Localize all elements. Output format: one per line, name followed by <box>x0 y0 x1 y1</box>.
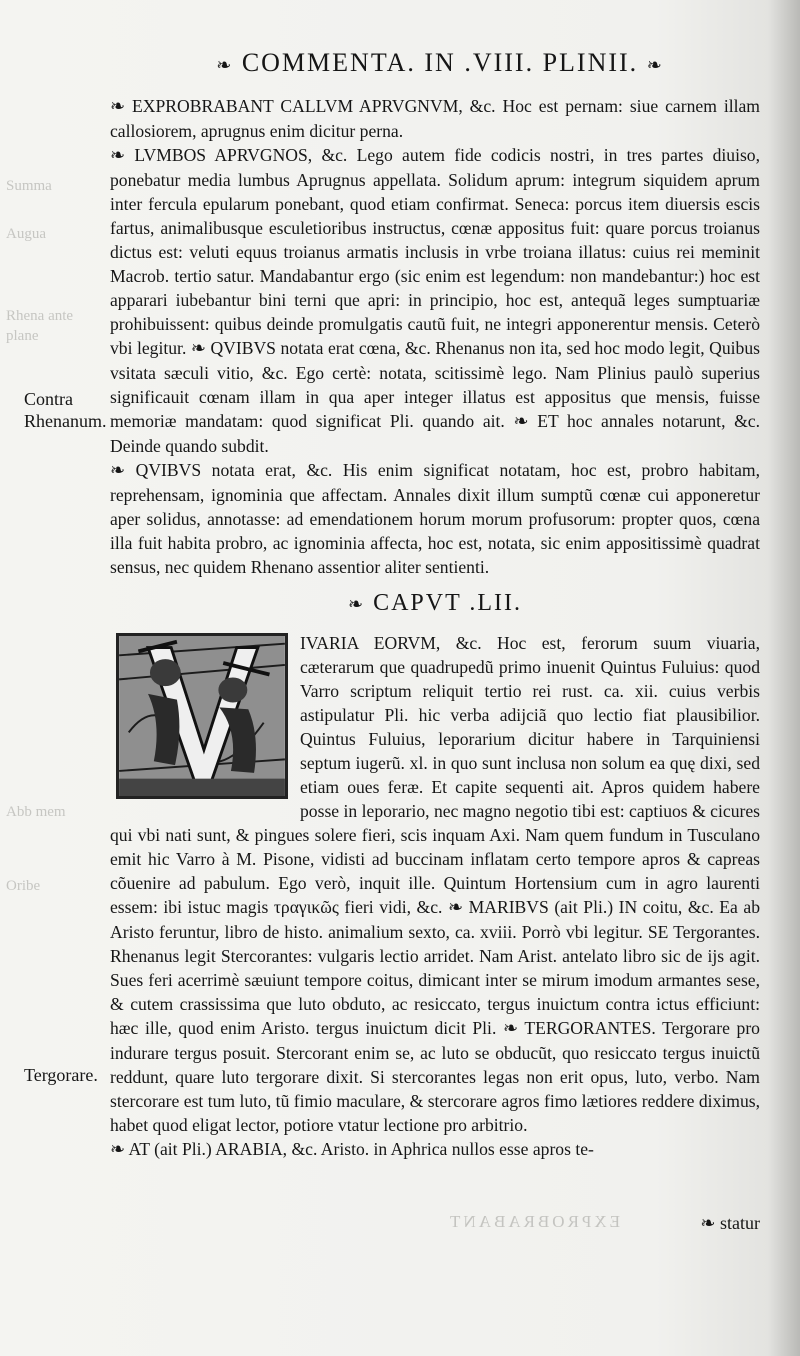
bleed-through-text: Summa <box>6 178 52 194</box>
bleed-through-text: Augua <box>6 226 46 242</box>
margin-note-tergorare: Tergorare. <box>24 1065 98 1085</box>
fleuron-icon: ❧ <box>110 460 126 481</box>
paragraph <box>110 1137 760 1162</box>
bleed-through-text: Abb mem <box>6 804 66 820</box>
woodcut-initial-v <box>116 633 288 799</box>
paragraph-text: MARIBVS (ait Pli.) IN coitu, &c. Ea ab Aristo feruntur, libro de histo. animalium sexto, ca. xviii. Porrò vbi legitur. SE Tergorantes. Rhenanus legit Stercorantes: vulgaris lectio arridet. Nam Arist. antelato libro sic de ijs agit. Sues feri acerrimè sæuiunt tempore coitus, dimicant inter se mirum imodum armantes sese, & cutem crassissima que luto obduto, ac resiccato, tergus inuictum contra ictus efficiunt: hæc ille, quod enim Aristo. tergus inuictum dicit Pli. <box>110 897 760 1038</box>
paragraph-text: ET hoc annales notarunt, &c. Deinde quando subdit. <box>110 411 760 456</box>
fleuron-icon: ❧ <box>502 1018 519 1039</box>
fleuron-icon: ❧ <box>646 55 664 76</box>
fleuron-icon: ❧ <box>110 145 126 166</box>
paragraph-text: QVIBVS notata erat cœna, &c. Rhenanus non ita, sed hoc modo legit, Quibus vsitata sæculi vitio, &c. Ego certè: notata, scitissimè lego. Nam Plinius paulò superius significauit cœnam illam in qua aper integer illatus est appositus que mensis, fuisse memoriæ mandatam: quod significat Pli. quando ait. <box>110 338 761 431</box>
paragraph-text: TERGORANTES. Tergorare pro indurare tergus posuit. Stercorant enim se, ac luto se obducũt, quo resiccato tergus inuictũ reddunt, quare luto tergorare dixit. Si stercorantes legas non erit opus, luto, verbo. Nam stercorare est tum luto, tũ fimio maculare, & stercorare agros fimo lætiores reddere diximus, habet quod eligat lector, potiore vtatur lectione pro arbitrio. <box>110 1018 760 1135</box>
paragraph-text: AT (ait Pli.) ARABIA, &c. Aristo. in Aphrica nullos esse apros te- <box>128 1139 594 1159</box>
fleuron-icon: ❧ <box>447 897 464 918</box>
chapter-title: CAPVT .LII. <box>373 590 522 616</box>
bleed-through-text: EXPROBRABANT <box>447 1212 620 1231</box>
paragraph <box>110 143 760 458</box>
fleuron-icon: ❧ <box>110 1139 126 1160</box>
paragraph-text: EXPROBRABANT CALLVM APRVGNVM, &c. Hoc est pernam: siue carnem illam callosiorem, aprugnus enim dicitur perna. <box>110 96 760 141</box>
catchword <box>640 1213 760 1234</box>
fleuron-icon: ❧ <box>216 55 234 76</box>
main-text <box>110 94 760 1162</box>
fleuron-icon: ❧ <box>190 338 206 359</box>
chapter-heading <box>110 591 760 617</box>
paragraph <box>110 458 760 579</box>
page-title: COMMENTA. IN .VIII. PLINII. <box>241 48 639 77</box>
running-header <box>140 48 740 78</box>
paragraph <box>110 94 760 143</box>
catchword-text: statur <box>720 1213 760 1233</box>
woodcut-illustration <box>119 636 285 796</box>
paragraph-text: IVARIA EORVM, &c. Hoc est, ferorum suum viuaria, cæterarum que quadrupedũ primo inuenit Quintus Fuluius: quod Varro scriptum reliquit tertio rei rust. ca. xii. cuius verbis astipulatur Pli. hic verba adijciã quo lectio fiat plausibilior. Quintus Fuluius, leporarium dicitur habere in Tarquiniensi septum iugerũ. xl. in quo sunt inclusa non solum ea quę dixi, sed etiam oues feræ. Et capite sequenti ait. Apros quidem habere posse in leporario, nec magno negotio tibi est: captiuos & cicures qui vbi nati sunt, & pingues solere fieri, scis inquam Axi. Nam quem fundum in Tusculano emit hic Varro à M. Pisone, vidisti ad buccinam inflatam certo tempore apros & capreas cõuenire ad pabulum. Ego verò, inquit ille. Quintum Hortensium cum in agro laurenti essem: ibi istuc magis τραγικῶς fieri vidi, &c. <box>110 633 760 917</box>
fleuron-icon: ❧ <box>700 1213 716 1234</box>
fleuron-icon: ❧ <box>110 96 126 117</box>
bleed-through-text: Oribe <box>6 878 41 894</box>
fleuron-icon: ❧ <box>513 411 529 432</box>
paragraph-text: LVMBOS APRVGNOS, &c. Lego autem fide codicis nostri, in tres partes diuiso, ponebatur media lumbus Aprugnus appellata. Solidum aprum: integrum siquidem aprum inter fercula epularum ponebant, quod etiam confirmat. Seneca: porcus item diuersis escis fartus, animalibusque esculetioribus instructus, cœnæ appositus fuit: quare porcus troianus dictus est: veluti equus troianus armatis inclusis in vrbe troiana illatus: cuius rei meminit Macrob. tertio satur. Mandabantur ergo (sic enim est legendum: non mandebantur:) hoc est apparari iubebantur bini terni que apri: in principio, hoc est, antequã leges sumptuariæ prohibuissent: quibus deinde promulgatis cautũ fuit, ne integri apponerentur mensis. Ceterò vbi legitur. <box>110 145 760 358</box>
bleed-through-text: Rhena ante plane <box>6 308 74 344</box>
margin-note-contra-rhenanum: Contra Rhenanum. <box>24 389 107 431</box>
paragraph-text: QVIBVS notata erat, &c. His enim significat notatam, hoc est, probro habitam, reprehensam, ignominia que affectam. Annales dixit illum sumptũ cœnæ cui apponeretur aper solidus, annotasse: ad emendationem horum morum profusorum: propter quos, cœna illa fuit habita probro, ac ignominia affecta, hoc est, notata, sic enim appositissimè quadrat sensus, nec quidem Rhenano assentior aliter sentienti. <box>110 460 760 577</box>
fleuron-icon: ❧ <box>348 594 366 615</box>
